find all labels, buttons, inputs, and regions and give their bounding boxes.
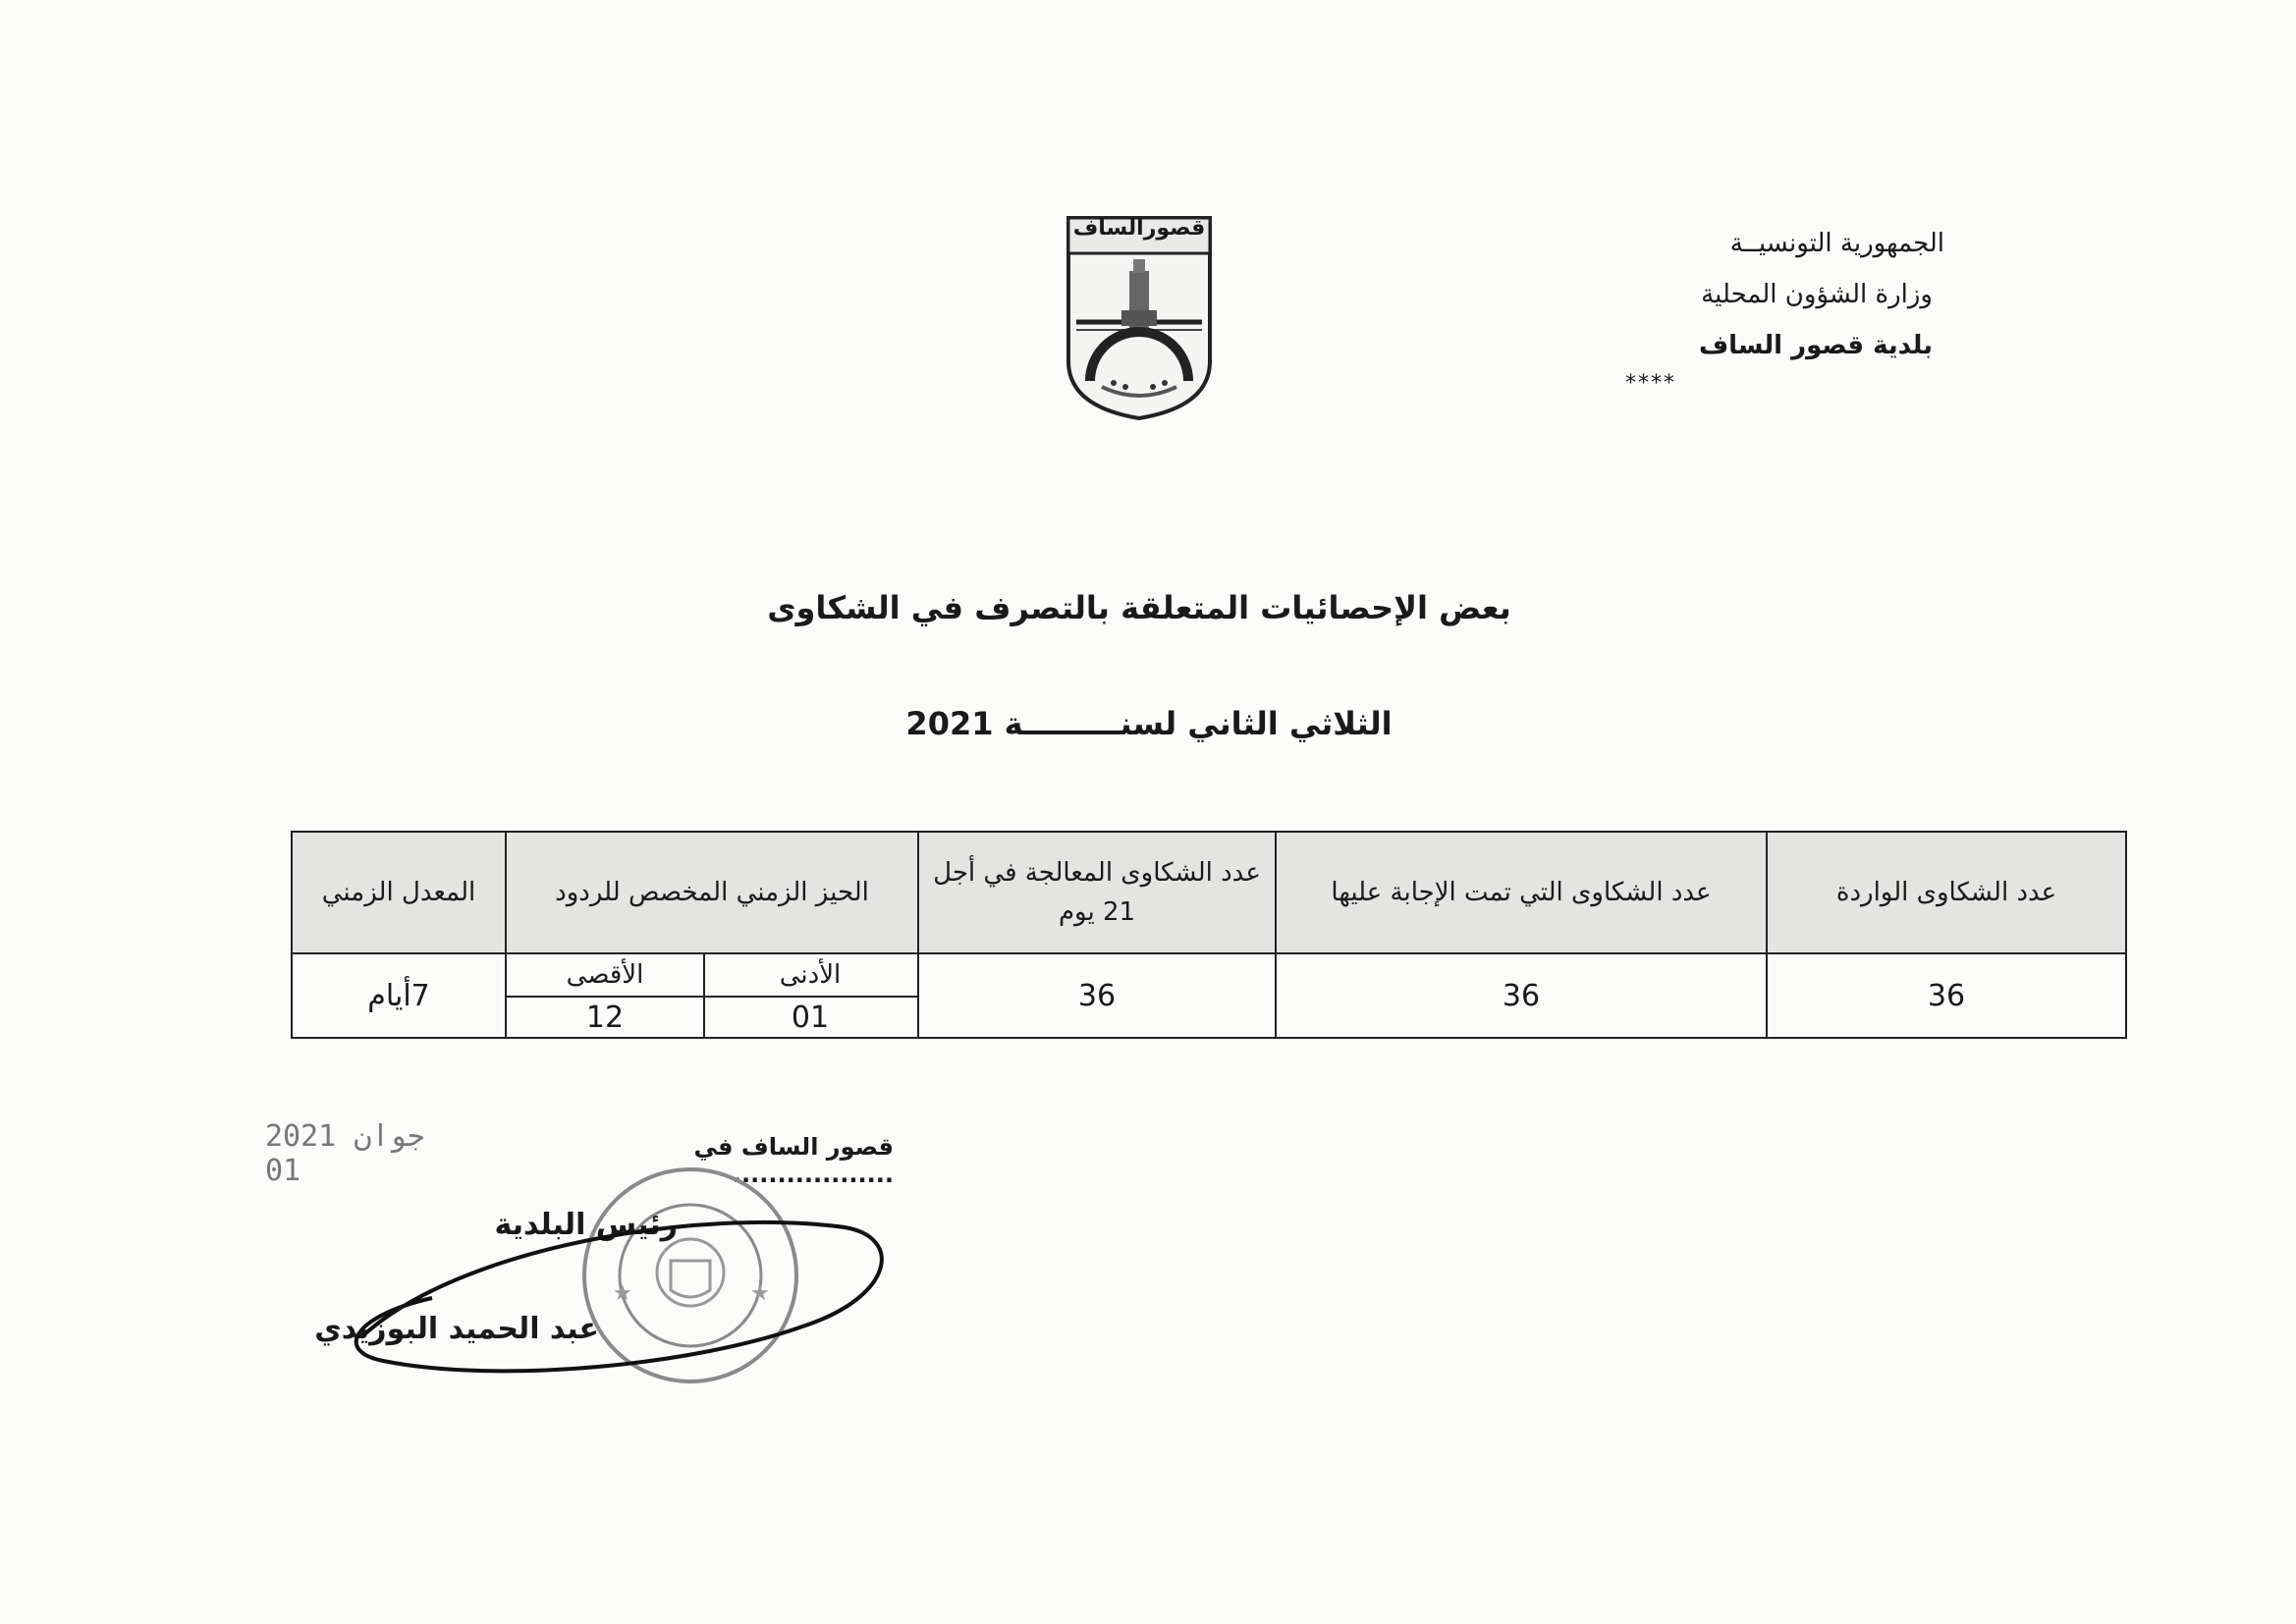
header-stars: **** — [1625, 371, 1676, 396]
header-answered: عدد الشكاوى التي تمت الإجابة عليها — [1331, 878, 1712, 907]
complaints-statistics-table — [291, 831, 2127, 1039]
header-received: عدد الشكاوى الواردة — [1835, 878, 2057, 907]
svg-text:★: ★ — [750, 1281, 770, 1306]
municipality-crest — [1063, 214, 1216, 422]
value-min: 01 — [791, 1000, 830, 1035]
mayor-name: عبد الحميد البوزيدي — [314, 1312, 599, 1346]
svg-text:★: ★ — [613, 1281, 632, 1306]
place-and-date: قصور الساف في .................. — [693, 1133, 894, 1188]
republic-name: الجمهورية التونسيــة — [1729, 229, 1944, 258]
subheader-min: الأدنى — [779, 960, 842, 990]
subheader-max: الأقصى — [566, 960, 644, 990]
value-answered: 36 — [1502, 978, 1541, 1013]
header-time-window: الحيز الزمني المخصص للردود — [555, 878, 869, 907]
value-max: 12 — [585, 1000, 625, 1035]
header-average-time: المعدل الزمني — [321, 878, 476, 907]
mayor-title: رئيس البلدية — [494, 1208, 678, 1242]
header-processed-21-days: عدد الشكاوى المعالجة في أجل 21 يوم — [933, 858, 1261, 927]
date-stamp: 2021 جوان 01 — [265, 1119, 425, 1188]
crest-icon — [1063, 214, 1216, 422]
value-average-time: 7أيام — [367, 978, 430, 1013]
ministry-name: وزارة الشؤون المحلية — [1701, 280, 1933, 309]
value-processed-21-days: 36 — [1077, 978, 1117, 1013]
value-received: 36 — [1927, 978, 1966, 1013]
crest-title: قصورالساف — [1072, 216, 1206, 241]
document-subtitle: الثلاثي الثاني لسنـــــــــة 2021 — [905, 705, 1393, 742]
signature-icon — [344, 1188, 894, 1384]
document-title: بعض الإحصائيات المتعلقة بالتصرف في الشكاوى — [767, 589, 1511, 626]
letterhead — [1532, 218, 1944, 397]
municipality-name: بلدية قصور الساف — [1698, 331, 1933, 360]
